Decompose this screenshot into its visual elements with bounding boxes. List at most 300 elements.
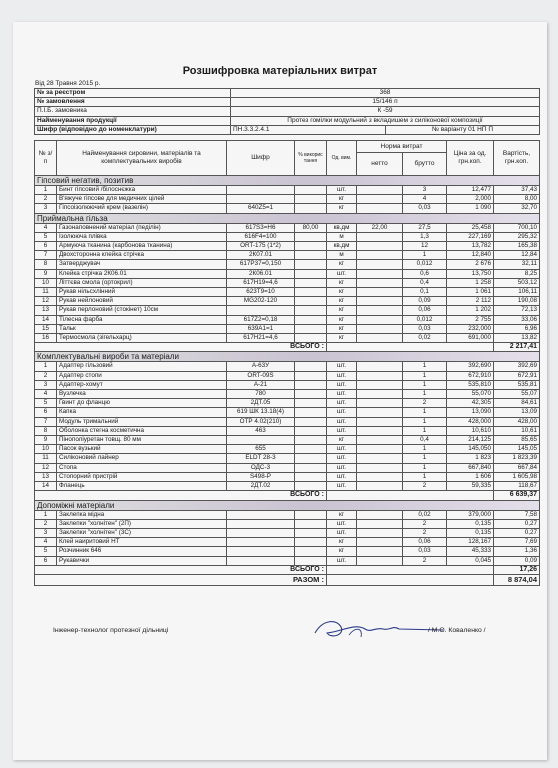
cell-cost: 84,61	[494, 399, 540, 408]
table-row	[35, 278, 540, 287]
cell-percent	[295, 538, 327, 547]
cell-gross: 3	[403, 186, 447, 195]
table-row	[35, 242, 540, 251]
cell-code: 780	[227, 390, 295, 399]
cell-num: 6	[35, 408, 57, 417]
cell-name: Силіконовий лайнер	[57, 454, 227, 463]
cell-name: Клей наиритовий НТ	[57, 538, 227, 547]
cell-cost: 503,12	[494, 278, 540, 287]
cell-num: 11	[35, 454, 57, 463]
cell-name: Адаптер-хомут	[57, 380, 227, 389]
cell-unit: кг	[327, 510, 357, 519]
cell-cost: 72,13	[494, 306, 540, 315]
cell-unit: кг	[327, 547, 357, 556]
cell-num: 2	[35, 519, 57, 528]
cell-gross: 1	[403, 472, 447, 481]
cell-percent	[295, 204, 327, 213]
info-label: Шифр (відповідно до номенклатури)	[35, 125, 231, 134]
table-row	[35, 528, 540, 537]
table-row	[35, 399, 540, 408]
cell-net	[357, 195, 403, 204]
cell-gross: 1	[403, 445, 447, 454]
table-row	[35, 454, 540, 463]
cell-name: Бинт гіпсовий /білоснєжка	[57, 186, 227, 195]
cell-percent	[295, 390, 327, 399]
cell-price: 1 823	[447, 454, 494, 463]
cell-percent	[295, 528, 327, 537]
cell-name: Стопа	[57, 463, 227, 472]
cell-code: 2ДТ.02	[227, 482, 295, 491]
cell-name: Гвинт до фланцю	[57, 399, 227, 408]
cell-cost: 672,91	[494, 371, 540, 380]
table-row	[35, 445, 540, 454]
cell-num: 4	[35, 390, 57, 399]
cell-percent	[295, 278, 327, 287]
table-row	[35, 260, 540, 269]
cell-unit: кг	[327, 324, 357, 333]
cell-price: 232,000	[447, 324, 494, 333]
cell-code: ELDT 28-3	[227, 454, 295, 463]
cell-num: 3	[35, 204, 57, 213]
cell-unit: кг	[327, 538, 357, 547]
cell-price: 0,135	[447, 528, 494, 537]
cell-gross: 0,4	[403, 278, 447, 287]
subtotal-spacer	[327, 565, 494, 574]
cell-net	[357, 297, 403, 306]
cell-price: 25,458	[447, 223, 494, 232]
cell-percent	[295, 426, 327, 435]
cell-gross: 0,03	[403, 324, 447, 333]
cell-gross: 0,6	[403, 269, 447, 278]
cell-cost: 428,00	[494, 417, 540, 426]
cell-unit: шт.	[327, 519, 357, 528]
cell-price: 45,333	[447, 547, 494, 556]
cell-percent	[295, 482, 327, 491]
subtotal-row	[35, 491, 540, 500]
cell-gross: 0,06	[403, 538, 447, 547]
cell-net	[357, 454, 403, 463]
cell-gross: 27,5	[403, 223, 447, 232]
cell-cost: 667,84	[494, 463, 540, 472]
cell-name: Розчинник 646	[57, 547, 227, 556]
cell-gross: 0,02	[403, 510, 447, 519]
cell-unit: кг	[327, 195, 357, 204]
cell-price: 2,000	[447, 195, 494, 204]
cell-code	[227, 436, 295, 445]
cell-num: 5	[35, 232, 57, 241]
cell-gross: 4	[403, 195, 447, 204]
col-code-header: Шифр	[227, 141, 295, 176]
cell-percent	[295, 463, 327, 472]
table-row	[35, 371, 540, 380]
subtotal-spacer	[327, 343, 494, 352]
cell-net	[357, 324, 403, 333]
cell-name: Заклепки "холнітен" (2П)	[57, 519, 227, 528]
cell-gross: 1	[403, 426, 447, 435]
cell-cost: 37,43	[494, 186, 540, 195]
table-row	[35, 186, 540, 195]
cell-percent	[295, 436, 327, 445]
cell-num: 9	[35, 436, 57, 445]
engineer-title: Інженер-технолог протезної дільниці	[53, 627, 169, 634]
cell-cost: 1,36	[494, 547, 540, 556]
grand-total-row	[35, 574, 540, 585]
cell-gross: 1	[403, 380, 447, 389]
cell-net	[357, 306, 403, 315]
cell-code: 2ДТ.05	[227, 399, 295, 408]
cell-net	[357, 260, 403, 269]
cell-name: Пінополіуретан товщ. 80 мм	[57, 436, 227, 445]
cell-price: 10,610	[447, 426, 494, 435]
cell-percent	[295, 371, 327, 380]
col-num-header: № з/п	[35, 141, 57, 176]
cell-unit: шт.	[327, 408, 357, 417]
cell-name: Пасок вузький	[57, 445, 227, 454]
cell-net: 22,00	[357, 223, 403, 232]
table-row	[35, 306, 540, 315]
cell-percent	[295, 297, 327, 306]
cell-cost: 106,11	[494, 288, 540, 297]
grand-total-spacer	[327, 574, 494, 585]
cell-cost: 0,09	[494, 556, 540, 565]
cell-price: 535,810	[447, 380, 494, 389]
cell-name: Газонаповнений матеріал (педілін)	[57, 223, 227, 232]
cell-cost: 32,70	[494, 204, 540, 213]
cell-code	[227, 528, 295, 537]
info-value: ПН.3.3.2.4.1	[231, 125, 386, 134]
cell-gross: 0,1	[403, 288, 447, 297]
cell-price: 42,305	[447, 399, 494, 408]
cell-cost: 535,81	[494, 380, 540, 389]
cell-unit: кв.дм	[327, 223, 357, 232]
cell-price: 691,000	[447, 334, 494, 343]
cell-net	[357, 315, 403, 324]
cell-unit: шт.	[327, 463, 357, 472]
cell-gross: 0,09	[403, 297, 447, 306]
order-row	[35, 98, 540, 107]
cell-num: 6	[35, 556, 57, 565]
cell-code	[227, 519, 295, 528]
cell-num: 13	[35, 472, 57, 481]
cell-percent: 80,00	[295, 223, 327, 232]
cell-percent	[295, 242, 327, 251]
cell-net	[357, 519, 403, 528]
cell-price: 1 606	[447, 472, 494, 481]
cell-unit: шт.	[327, 362, 357, 371]
info-value: 15/146 п	[231, 98, 540, 107]
info-label: П.І.Б. замовника	[35, 107, 231, 116]
table-row	[35, 232, 540, 241]
cell-net	[357, 463, 403, 472]
cell-num: 7	[35, 251, 57, 260]
cell-cost: 33,06	[494, 315, 540, 324]
table-row	[35, 334, 540, 343]
table-row	[35, 315, 540, 324]
cell-net	[357, 417, 403, 426]
cell-price: 1 258	[447, 278, 494, 287]
cell-unit: кг	[327, 297, 357, 306]
cell-price: 392,690	[447, 362, 494, 371]
cell-unit: шт.	[327, 454, 357, 463]
cell-num: 10	[35, 278, 57, 287]
cell-percent	[295, 306, 327, 315]
cell-code: ORT-175 (1*2)	[227, 242, 295, 251]
cell-code	[227, 556, 295, 565]
cell-name: Рукав нейлоновий	[57, 297, 227, 306]
cell-percent	[295, 269, 327, 278]
cell-num: 6	[35, 242, 57, 251]
cell-unit: шт.	[327, 371, 357, 380]
cell-name: Літтєва смола (ортокрил)	[57, 278, 227, 287]
cell-num: 2	[35, 371, 57, 380]
cell-cost: 0,27	[494, 528, 540, 537]
cell-net	[357, 408, 403, 417]
info-value: 368	[231, 89, 540, 98]
cell-name: Термосмола (зігельхарц)	[57, 334, 227, 343]
cell-price: 145,050	[447, 445, 494, 454]
cell-percent	[295, 380, 327, 389]
cell-gross: 1	[403, 362, 447, 371]
table-row	[35, 251, 540, 260]
cell-price: 13,090	[447, 408, 494, 417]
cell-unit: шт.	[327, 426, 357, 435]
section-title: Гіпсовий негатив, позитив	[35, 176, 540, 186]
grand-total-label: РАЗОМ :	[35, 574, 327, 585]
variant-value: № варіанту 01 НП П	[386, 125, 540, 134]
subtotal-value: 17,26	[494, 565, 540, 574]
cell-net	[357, 445, 403, 454]
cell-unit: шт.	[327, 380, 357, 389]
cell-unit: кг	[327, 334, 357, 343]
cell-net	[357, 242, 403, 251]
cell-percent	[295, 510, 327, 519]
cell-percent	[295, 547, 327, 556]
cell-code: 617H19=4,6	[227, 278, 295, 287]
cell-net	[357, 371, 403, 380]
section-header	[35, 176, 540, 186]
cell-net	[357, 186, 403, 195]
header-info-table	[34, 88, 540, 135]
cell-net	[357, 436, 403, 445]
section-header	[35, 500, 540, 510]
cell-price: 672,910	[447, 371, 494, 380]
cell-code: 655	[227, 445, 295, 454]
cell-code: ОТР 4.02(210)	[227, 417, 295, 426]
cell-unit: кг	[327, 288, 357, 297]
table-row	[35, 538, 540, 547]
cell-cost: 700,10	[494, 223, 540, 232]
col-percent-header: % викорис тання	[295, 141, 327, 176]
cell-gross: 1	[403, 454, 447, 463]
cell-gross: 1	[403, 251, 447, 260]
cell-cost: 118,67	[494, 482, 540, 491]
cell-unit: кг	[327, 278, 357, 287]
cell-price: 0,135	[447, 519, 494, 528]
cell-name: Гіпсоізолюючий крем (вазелін)	[57, 204, 227, 213]
document-title: Розшифровка матеріальних витрат	[182, 65, 378, 77]
cell-percent	[295, 454, 327, 463]
cell-code: А-63У	[227, 362, 295, 371]
materials-table	[34, 140, 540, 586]
cell-percent	[295, 362, 327, 371]
cell-price: 1 090	[447, 204, 494, 213]
table-row	[35, 223, 540, 232]
cell-name: Фланець	[57, 482, 227, 491]
cell-price: 128,167	[447, 538, 494, 547]
cell-price: 2 755	[447, 315, 494, 324]
col-cost-header: Вартість, грн.коп.	[494, 141, 540, 176]
cell-num: 1	[35, 362, 57, 371]
cell-code	[227, 547, 295, 556]
col-unit-header: Од. вим.	[327, 141, 357, 176]
cell-price: 0,045	[447, 556, 494, 565]
signer-name: / М.О. Коваленко /	[428, 627, 486, 634]
table-row	[35, 195, 540, 204]
cell-num: 8	[35, 260, 57, 269]
cell-name: Ізолююча плівка	[57, 232, 227, 241]
cell-num: 14	[35, 315, 57, 324]
cell-num: 10	[35, 445, 57, 454]
cell-num: 3	[35, 380, 57, 389]
table-row	[35, 519, 540, 528]
cell-name: Двохсторонна клейка стрічка	[57, 251, 227, 260]
cell-price: 2 112	[447, 297, 494, 306]
cell-cost: 13,82	[494, 334, 540, 343]
cell-name: Модуль тримальний	[57, 417, 227, 426]
info-value: Протез гомілки модульний з вкладишем з силіконової композиції	[231, 116, 540, 125]
cell-gross: 1	[403, 408, 447, 417]
cell-code: 2К07.01	[227, 251, 295, 260]
cell-code: 617Z2=0,18	[227, 315, 295, 324]
cell-unit: м	[327, 251, 357, 260]
cell-num: 5	[35, 547, 57, 556]
cell-percent	[295, 288, 327, 297]
customer-row	[35, 107, 540, 116]
cell-code: 640Z5=1	[227, 204, 295, 213]
table-body	[35, 176, 540, 586]
cell-percent	[295, 445, 327, 454]
cell-gross: 1	[403, 417, 447, 426]
subtotal-label: ВСЬОГО :	[35, 491, 327, 500]
cell-code: 617H21=4,6	[227, 334, 295, 343]
cell-unit: кг	[327, 315, 357, 324]
subtotal-spacer	[327, 491, 494, 500]
cell-percent	[295, 408, 327, 417]
cell-name: Армуюча тканина (карбонова тканина)	[57, 242, 227, 251]
cell-gross: 1	[403, 390, 447, 399]
section-header	[35, 352, 540, 362]
cell-net	[357, 204, 403, 213]
cell-num: 12	[35, 463, 57, 472]
cell-cost: 6,96	[494, 324, 540, 333]
cell-num: 12	[35, 297, 57, 306]
cell-num: 15	[35, 324, 57, 333]
document-page	[13, 22, 547, 760]
cell-price: 2 676	[447, 260, 494, 269]
cell-cost: 295,32	[494, 232, 540, 241]
signature-block	[13, 620, 547, 650]
cell-percent	[295, 324, 327, 333]
cell-gross: 0,4	[403, 436, 447, 445]
cell-gross: 0,02	[403, 334, 447, 343]
cell-price: 13,750	[447, 269, 494, 278]
cell-cost: 165,38	[494, 242, 540, 251]
table-row	[35, 426, 540, 435]
cell-gross: 2	[403, 399, 447, 408]
cell-code: 616F4=100	[227, 232, 295, 241]
cell-percent	[295, 519, 327, 528]
cell-num: 4	[35, 538, 57, 547]
cell-name: Рукав перлоновий (стокінет) 10см	[57, 306, 227, 315]
cell-gross: 2	[403, 482, 447, 491]
cell-price: 12,477	[447, 186, 494, 195]
cell-cost: 12,84	[494, 251, 540, 260]
cell-code: 2К06.01	[227, 269, 295, 278]
cell-cost: 8,00	[494, 195, 540, 204]
cell-name: Клейка стрічка 2К06.01	[57, 269, 227, 278]
cell-price: 13,782	[447, 242, 494, 251]
cell-cost: 0,27	[494, 519, 540, 528]
cell-unit: м	[327, 232, 357, 241]
cell-price: 227,169	[447, 232, 494, 241]
cell-net	[357, 269, 403, 278]
table-row	[35, 362, 540, 371]
table-row	[35, 417, 540, 426]
cell-unit: шт.	[327, 482, 357, 491]
table-row	[35, 204, 540, 213]
cell-code: ОДС-3	[227, 463, 295, 472]
cell-percent	[295, 251, 327, 260]
cell-num: 11	[35, 288, 57, 297]
table-row	[35, 297, 540, 306]
info-label: № замовлення	[35, 98, 231, 107]
cell-code	[227, 195, 295, 204]
cell-name: Рукав нільсхлінний	[57, 288, 227, 297]
cell-name: Вузлечка	[57, 390, 227, 399]
cell-cost: 32,11	[494, 260, 540, 269]
cell-name: Стопорний пристрій	[57, 472, 227, 481]
cell-code	[227, 538, 295, 547]
cell-num: 3	[35, 528, 57, 537]
cell-percent	[295, 232, 327, 241]
table-row	[35, 390, 540, 399]
cell-cost: 145,05	[494, 445, 540, 454]
cell-percent	[295, 195, 327, 204]
info-label: № за реєстром	[35, 89, 231, 98]
subtotal-label: ВСЬОГО :	[35, 343, 327, 352]
table-row	[35, 482, 540, 491]
cell-unit: кг	[327, 306, 357, 315]
section-title: Приймальна гільза	[35, 213, 540, 223]
cell-num: 8	[35, 426, 57, 435]
cell-name: Адаптер гільзовий	[57, 362, 227, 371]
col-net-header: нетто	[357, 153, 403, 176]
cell-unit: кг	[327, 436, 357, 445]
cell-code: 619 ШК 13.18(4)	[227, 408, 295, 417]
cell-code	[227, 510, 295, 519]
cell-cost: 55,07	[494, 390, 540, 399]
table-row	[35, 556, 540, 565]
table-row	[35, 324, 540, 333]
subtotal-label: ВСЬОГО :	[35, 565, 327, 574]
cell-num: 9	[35, 269, 57, 278]
table-row	[35, 510, 540, 519]
table-row	[35, 472, 540, 481]
cell-code: MG202-120	[227, 297, 295, 306]
cell-num: 14	[35, 482, 57, 491]
cell-num: 13	[35, 306, 57, 315]
cell-code: А-21	[227, 380, 295, 389]
